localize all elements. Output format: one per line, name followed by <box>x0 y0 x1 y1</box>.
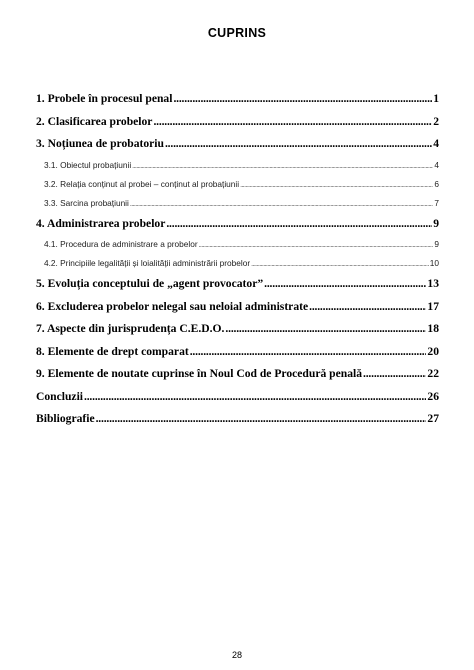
toc-entry[interactable] <box>36 296 439 319</box>
dot-leader <box>225 318 426 341</box>
toc-entry-label: 3.3. Sarcina probațiunii <box>44 197 129 208</box>
dot-leader <box>190 341 427 364</box>
toc-entry[interactable] <box>36 386 439 409</box>
table-of-contents <box>36 88 439 431</box>
toc-entry-label: Concluzii <box>36 389 84 403</box>
toc-entry-label: 9. Elemente de noutate cuprinse în Noul Cod de Procedură penală <box>36 367 363 380</box>
dot-leader <box>173 88 432 111</box>
toc-subentry[interactable] <box>36 194 439 213</box>
toc-entry-page: 9 <box>434 239 439 249</box>
dot-leader <box>166 213 432 236</box>
toc-entry-page: 1 <box>433 92 439 105</box>
dot-leader <box>84 386 426 409</box>
toc-entry-label: 3.1. Obiectul probațiunii <box>44 159 132 170</box>
dot-leader <box>96 408 427 431</box>
toc-subentry[interactable] <box>36 175 439 194</box>
toc-entry[interactable] <box>36 363 439 386</box>
toc-entry-page: 9 <box>433 216 439 230</box>
toc-entry-label: 1. Probele în procesul penal <box>36 92 173 105</box>
toc-subentry[interactable] <box>36 254 439 273</box>
toc-entry[interactable] <box>36 213 439 236</box>
page-title: CUPRINS <box>207 26 267 40</box>
toc-entry[interactable] <box>36 111 439 134</box>
toc-entry-label: 2. Clasificarea probelor <box>36 114 153 128</box>
dot-leader <box>153 111 432 134</box>
toc-entry[interactable] <box>36 341 439 364</box>
toc-entry-label: 7. Aspecte din jurisprudența C.E.D.O. <box>36 322 225 335</box>
toc-entry-page: 4 <box>433 137 439 150</box>
toc-subentry[interactable] <box>36 156 439 175</box>
toc-entry-page: 2 <box>433 114 439 128</box>
toc-entry-label: 6. Excluderea probelor nelegal sau neloial administrate <box>36 299 309 313</box>
dot-leader <box>363 363 426 386</box>
toc-entry[interactable] <box>36 318 439 341</box>
toc-entry-page: 4 <box>434 159 439 170</box>
dot-leader <box>309 296 426 319</box>
dot-leader <box>199 236 434 255</box>
dot-leader <box>165 133 432 156</box>
toc-entry-label: 3.2. Relația conținut al probei – conținut al probațiunii <box>44 178 240 189</box>
toc-entry-label: 4.2. Principiile legalității și loialității administrării probelor <box>44 258 251 268</box>
dot-leader <box>130 195 434 214</box>
toc-entry-page: 22 <box>427 367 439 380</box>
toc-entry-label: 5. Evoluția conceptului de „agent provocator” <box>36 277 264 290</box>
toc-entry-page: 17 <box>427 299 439 313</box>
toc-entry-page: 6 <box>434 178 439 189</box>
toc-entry-page: 26 <box>427 389 439 403</box>
toc-entry-label: Bibliografie <box>36 412 95 425</box>
dot-leader <box>132 157 433 176</box>
dot-leader <box>240 176 433 195</box>
page-number: 28 <box>231 650 242 660</box>
toc-subentry[interactable] <box>36 235 439 254</box>
toc-entry-page: 13 <box>427 277 439 290</box>
dot-leader <box>251 255 429 274</box>
toc-entry[interactable] <box>36 133 439 156</box>
toc-entry-page: 7 <box>434 197 439 208</box>
toc-entry-page: 20 <box>427 344 439 358</box>
dot-leader <box>264 273 426 296</box>
toc-entry[interactable] <box>36 408 439 431</box>
toc-entry-page: 27 <box>427 412 439 425</box>
toc-entry-page: 10 <box>429 258 439 268</box>
toc-entry-label: 4. Administrarea probelor <box>36 216 166 230</box>
toc-entry-label: 8. Elemente de drept comparat <box>36 344 189 358</box>
toc-entry-label: 3. Noțiunea de probatoriu <box>36 137 164 150</box>
toc-entry-label: 4.1. Procedura de administrare a probelor <box>44 239 198 249</box>
toc-entry-page: 18 <box>427 322 439 335</box>
toc-entry[interactable] <box>36 88 439 111</box>
toc-entry[interactable] <box>36 273 439 296</box>
